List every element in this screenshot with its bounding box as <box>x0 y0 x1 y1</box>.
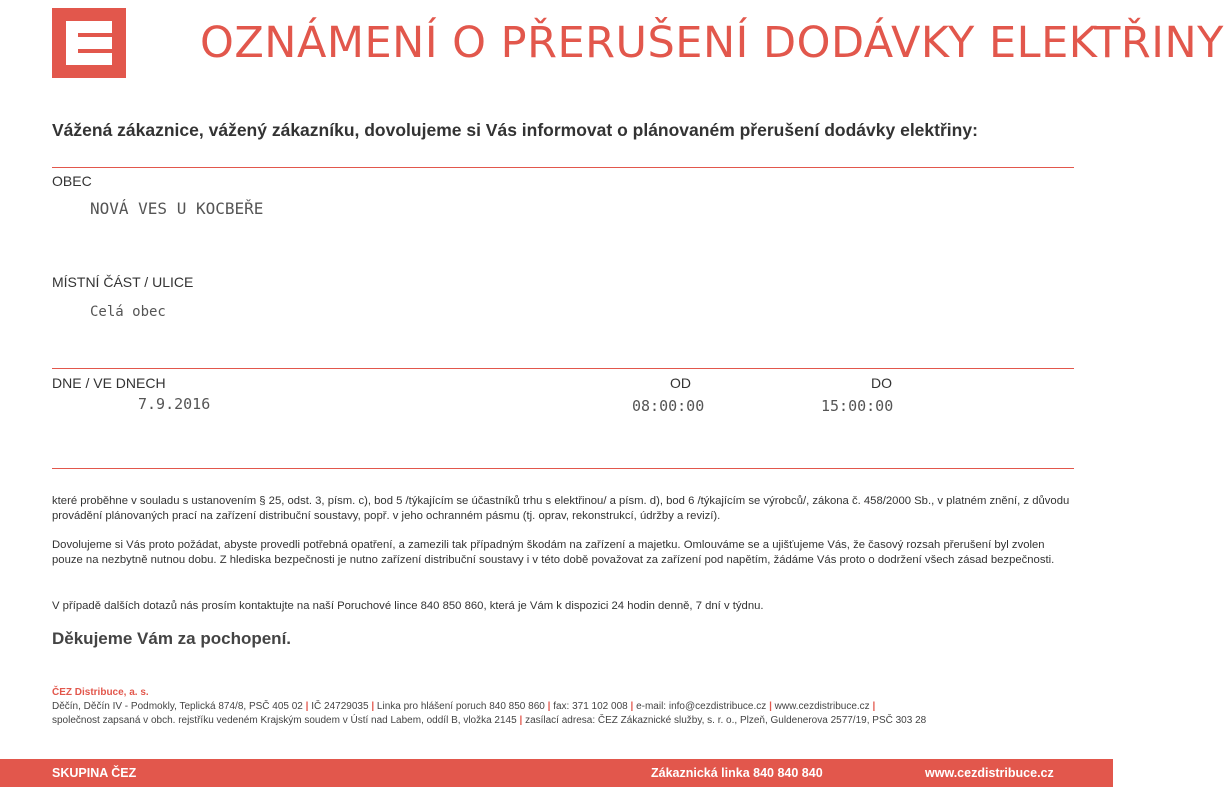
footer-separator: | <box>519 715 523 726</box>
dne-label: DNE / VE DNECH <box>52 375 166 391</box>
cez-logo <box>52 8 126 78</box>
footer-separator: | <box>872 701 876 712</box>
od-label: OD <box>670 375 691 391</box>
divider <box>52 167 1074 168</box>
obec-value: NOVÁ VES U KOCBEŘE <box>90 199 264 218</box>
mistni-cast-label: MÍSTNÍ ČÁST / ULICE <box>52 274 194 290</box>
footer-registry: společnost zapsaná v obch. rejstříku vedeném Krajským soudem v Ústí nad Labem, oddíl B, vložka 2145 <box>52 715 517 726</box>
page-title: OZNÁMENÍ O PŘERUŠENÍ DODÁVKY ELEKTŘINY <box>200 18 1224 68</box>
footer-fault-line: Linka pro hlášení poruch 840 850 860 <box>376 701 545 712</box>
cez-logo-icon <box>52 8 126 78</box>
safety-paragraph: Dovolujeme si Vás proto požádat, abyste provedli potřebná opatření, a zamezili tak případným škodám na zařízení a majetku. Omlouváme se a ujišťujeme Vás, že časový rozsah přerušení byl zvolen pouze na nezbytně nutnou dobu. Z hlediska bezpečnosti je nutno zařízení distribuční soustavy i v této době považovat za zařízení pod napětím, žádáme Vás proto o dodržení všech zásad bezpečnosti. <box>52 539 1055 566</box>
divider <box>52 368 1074 369</box>
greeting: Vážená zákaznice, vážený zákazníku, dovolujeme si Vás informovat o plánovaném přerušení dodávky elektřiny: <box>52 120 978 140</box>
footer-email: e-mail: info@cezdistribuce.cz <box>636 701 767 712</box>
customer-hotline: Zákaznická linka 840 840 840 <box>651 766 823 780</box>
company-name: ČEZ Distribuce, a. s. <box>52 687 149 698</box>
footer-separator: | <box>769 701 772 712</box>
footer-address: Děčín, Děčín IV - Podmokly, Teplická 874/8, PSČ 405 02 <box>52 701 303 712</box>
footer-website: www.cezdistribuce.cz <box>774 701 870 712</box>
footer-ico: IČ 24729035 <box>311 701 369 712</box>
thanks-text: Děkujeme Vám za pochopení. <box>52 629 292 648</box>
footer-line-2 <box>52 714 1082 728</box>
obec-label: OBEC <box>52 173 92 189</box>
footer-separator: | <box>305 701 309 712</box>
website-link: www.cezdistribuce.cz <box>925 766 1054 780</box>
footer-fax: fax: 371 102 008 <box>553 701 628 712</box>
footer-separator: | <box>630 701 634 712</box>
footer-line-1 <box>52 700 1082 714</box>
footer-mailing-address: zasílací adresa: ČEZ Zákaznické služby, s. r. o., Plzeň, Guldenerova 2577/19, PSČ 303 28 <box>525 715 927 726</box>
mistni-cast-value: Celá obec <box>90 304 166 320</box>
do-label: DO <box>871 375 892 391</box>
od-value: 08:00:00 <box>632 397 705 415</box>
bottom-bar <box>0 759 1113 787</box>
group-name: SKUPINA ČEZ <box>52 766 137 780</box>
divider <box>52 468 1074 469</box>
do-value: 15:00:00 <box>821 397 894 415</box>
footer-separator: | <box>371 701 375 712</box>
dne-value: 7.9.2016 <box>138 395 211 413</box>
footer-separator: | <box>547 701 551 712</box>
legal-paragraph: které proběhne v souladu s ustanovením § 25, odst. 3, písm. c), bod 5 /týkajícím se účastníků trhu s elektřinou/ a písm. d), bod 6 /týkajícím se výrobců/, zákona č. 458/2000 Sb., v platném znění, z důvodu provádění plánovaných prací na zařízení distribuční soustavy, popř. v jeho ochranném pásmu (tj. oprav, rekonstrukcí, údržby a revizí). <box>52 495 1070 522</box>
contact-paragraph: V případě dalších dotazů nás prosím kontaktujte na naší Poruchové lince 840 850 860, která je Vám k dispozici 24 hodin denně, 7 dní v týdnu. <box>52 600 764 612</box>
